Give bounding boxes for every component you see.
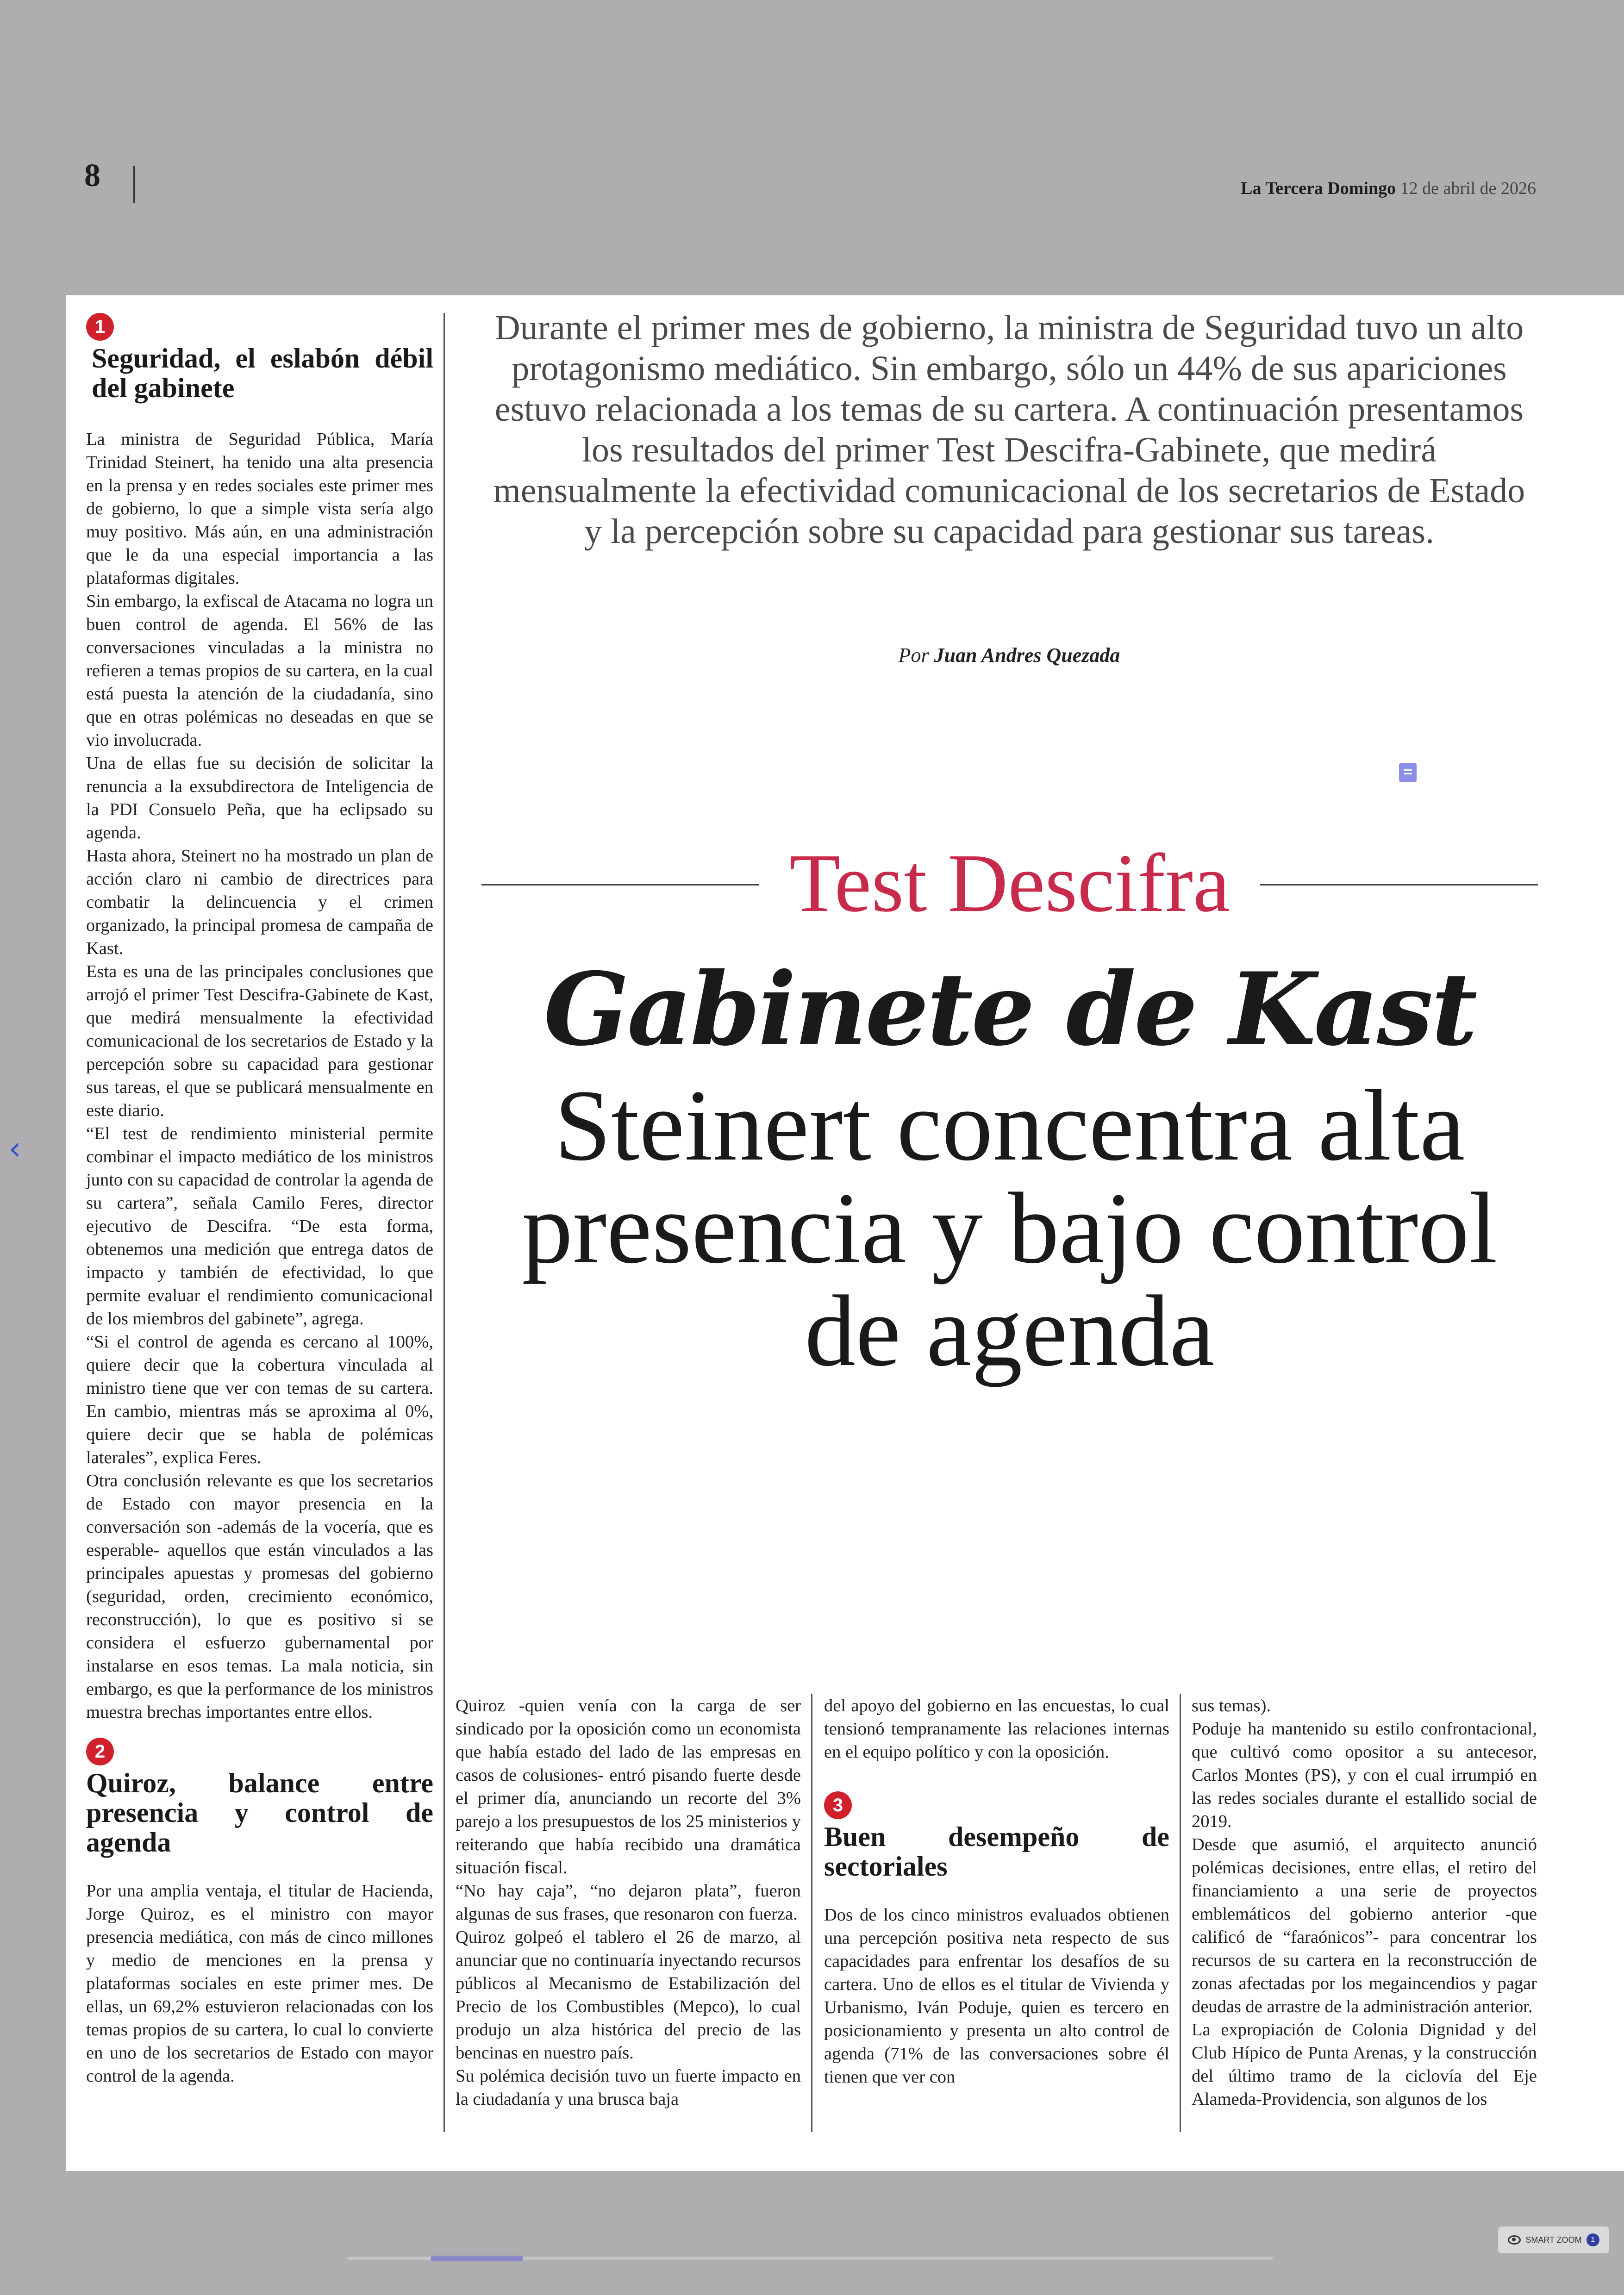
body-paragraph: Desde que asumió, el arquitecto anunció polémicas decisiones, entre ellas, el retiro del financiamiento a una serie de proyectos emblemáticos del gobierno anterior -que calificó de “faraónicos”- para concentrar los recursos de su cartera en la reconstrucción de zonas afectadas por los megaincendios y pagar deudas de arrastre de la administración anterior. — [1192, 1835, 1537, 2016]
left-column — [86, 313, 433, 2088]
article-title: Steinert concentra alta presencia y bajo control de agenda — [522, 1069, 1498, 1387]
section-number-badge: 3 — [824, 1791, 852, 1819]
previous-page-arrow-icon[interactable]: ‹ — [8, 1129, 21, 1167]
column-rule — [811, 1694, 812, 2132]
smart-zoom-button[interactable] — [1498, 2226, 1609, 2253]
page-scrollbar-thumb[interactable] — [431, 2256, 523, 2261]
body-paragraph: Por una amplia ventaja, el titular de Hacienda, Jorge Quiroz, es el ministro con mayor presencia mediática, con más de cinco millones y medio de menciones en la prensa y plataformas sociales en este primer mes. De ellas, un 69,2% estuvieron relacionadas con los temas propios de su cartera, lo cual lo convierte en uno de los secretarios de Estado con mayor control de la agenda. — [86, 1881, 433, 2086]
publication-date: 12 de abril de 2026 — [1400, 179, 1536, 198]
body-paragraph: Quiroz golpeó el tablero el 26 de marzo, al anunciar que no continuaría inyectando recursos públicos al Mecanismo de Estabilización del Precio de los Combustibles (Mepco), lo cual produjo un alza histórica del precio de las bencinas en nuestro país. — [456, 1927, 801, 2063]
column-rule — [443, 313, 445, 2132]
kicker-rule-left — [481, 884, 759, 886]
kicker: Test Descifra — [789, 837, 1230, 929]
article-deck: Durante el primer mes de gobierno, la ministra de Seguridad tuvo un alto protagonismo mediático. Sin embargo, sólo un 44% de sus apariciones estuvo relacionada a los temas de su cartera. A continuación presentamos los resultados del primer Test Descifra-Gabinete, que medirá mensualmente la efectividad comunicacional de los secretarios de Estado y la percepción sobre su capacidad para gestionar sus tareas. — [493, 308, 1525, 551]
body-paragraph: La ministra de Seguridad Pública, María Trinidad Steinert, ha tenido una alta presencia en la prensa y en redes sociales este primer mes de gobierno, lo que a simple vista sería algo muy positivo. Más aún, en una administración que le da una especial importancia a las plataformas digitales. — [86, 430, 433, 588]
page-number: 8 — [84, 158, 100, 193]
bottom-column-1 — [456, 1694, 801, 2111]
section-heading: Seguridad, el eslabón débil del gabinete — [92, 343, 433, 403]
folio — [1241, 178, 1536, 199]
smart-zoom-label: SMART ZOOM — [1525, 2235, 1582, 2245]
body-paragraph: sus temas). — [1192, 1696, 1271, 1715]
body-paragraph: Poduje ha mantenido su estilo confrontacional, que cultivó como opositor a su antecesor, Carlos Montes (PS), y con el cual irrumpió en las redes sociales durante el estallido social de 2019. — [1192, 1719, 1537, 1831]
body-paragraph: La expropiación de Colonia Dignidad y del Club Hípico de Punta Arenas, y la construcción del último tramo de la ciclovía del Eje Alameda-Providencia, son algunos de los — [1192, 2020, 1537, 2109]
body-paragraph: Dos de los cinco ministros evaluados obtienen una percepción positiva neta respecto de sus capacidades para enfrentar los desafíos de su cartera. Uno de ellos es el titular de Vivienda y Urbanismo, Iván Poduje, quien es tercero en posicionamiento y presenta un alto control de agenda (71% de las conversaciones sobre él tienen que ver con — [824, 1905, 1169, 2087]
body-paragraph: Esta es una de las principales conclusiones que arrojó el primer Test Descifra-Gabinete de Kast, que medirá mensualmente la efectividad comunicacional de los secretarios de Estado y la percepción sobre su capacidad para gestionar sus tareas, el que se publicará mensualmente en este diario. — [86, 962, 433, 1120]
headline: Gabinete de Kast — [543, 950, 1476, 1068]
body-paragraph: Otra conclusión relevante es que los secretarios de Estado con mayor presencia en la conversación son -además de la vocería, que es esperable- aquellos que están vinculados a las principales apuestas y promesas del gobierno (seguridad, orden, crecimiento económico, reconstrucción), lo que es positivo si se considera el esfuerzo gubernamental por instalarse en esos temas. La mala noticia, sin embargo, es que la performance de los ministros muestra brechas importantes entre ellos. — [86, 1471, 433, 1722]
body-paragraph: “No hay caja”, “no dejaron plata”, fueron algunas de sus frases, que resonaron con fuerza. — [456, 1881, 801, 1924]
body-paragraph: del apoyo del gobierno en las encuestas, lo cual tensionó tempranamente las relaciones internas en el equipo político y con la oposición. — [824, 1696, 1169, 1762]
kicker-block — [481, 837, 1538, 929]
body-paragraph: Hasta ahora, Steinert no ha mostrado un plan de acción claro ni cambio de directrices para combatir la delincuencia y el crimen organizado, la principal promesa de campaña de Kast. — [86, 846, 433, 958]
byline-prefix: Por — [898, 644, 929, 667]
body-paragraph: “El test de rendimiento ministerial permite combinar el impacto mediático de los ministros junto con su capacidad de controlar la agenda de su cartera”, señala Camilo Feres, director ejecutivo de Descifra. “De esta forma, obtenemos una medición que entrega datos de impacto y también de efectividad, lo que permite evaluar el rendimiento comunicacional de los miembros del gabinete”, agrega. — [86, 1124, 433, 1328]
column-rule — [1180, 1694, 1181, 2132]
smart-zoom-count-badge: 1 — [1587, 2233, 1599, 2246]
bottom-column-3 — [1192, 1694, 1537, 2111]
page-number-divider — [133, 166, 135, 203]
kicker-rule-right — [1260, 884, 1538, 886]
byline-author: Juan Andres Quezada — [934, 644, 1120, 667]
section-number-badge: 1 — [86, 313, 114, 341]
byline — [481, 643, 1537, 667]
body-paragraph: Una de ellas fue su decisión de solicitar la renuncia a la exsubdirectora de Inteligencia de la PDI Consuelo Peña, que ha eclipsado su agenda. — [86, 754, 433, 842]
body-paragraph: “Si el control de agenda es cercano al 100%, quiere decir que la cobertura vinculada al ministro tiene que ver con temas de su cartera. En cambio, mientras más se aproxima al 0%, quiere decir que se habla de polémicas laterales”, explica Feres. — [86, 1332, 433, 1467]
section-heading: Quiroz, balance entre presencia y control de agenda — [86, 1768, 433, 1858]
annotation-note-icon[interactable] — [1399, 763, 1417, 782]
body-paragraph: Quiroz -quien venía con la carga de ser sindicado por la oposición como un economista que había estado del lado de las empresas en casos de colusiones- entró pisando fuerte desde el primer día, anunciando un recorte del 3% parejo a los presupuestos de los 25 ministerios y reiterando que había recibido una dramática situación fiscal. — [456, 1696, 801, 1877]
section-heading: Buen desempeño de sectoriales — [824, 1821, 1169, 1882]
eye-icon — [1508, 2235, 1521, 2245]
body-paragraph: Sin embargo, la exfiscal de Atacama no logra un buen control de agenda. El 56% de las conversaciones vinculadas a la ministra no refieren a temas propios de su cartera, en la cual está puesta la atención de la ciudadanía, sino que en otras polémicas no deseadas en que se vio involucrada. — [86, 592, 433, 750]
publication-name: La Tercera Domingo — [1241, 179, 1396, 198]
section-number-badge: 2 — [86, 1738, 114, 1765]
body-paragraph: Su polémica decisión tuvo un fuerte impacto en la ciudadanía y una brusca baja — [456, 2066, 801, 2109]
bottom-column-2 — [824, 1694, 1169, 2089]
